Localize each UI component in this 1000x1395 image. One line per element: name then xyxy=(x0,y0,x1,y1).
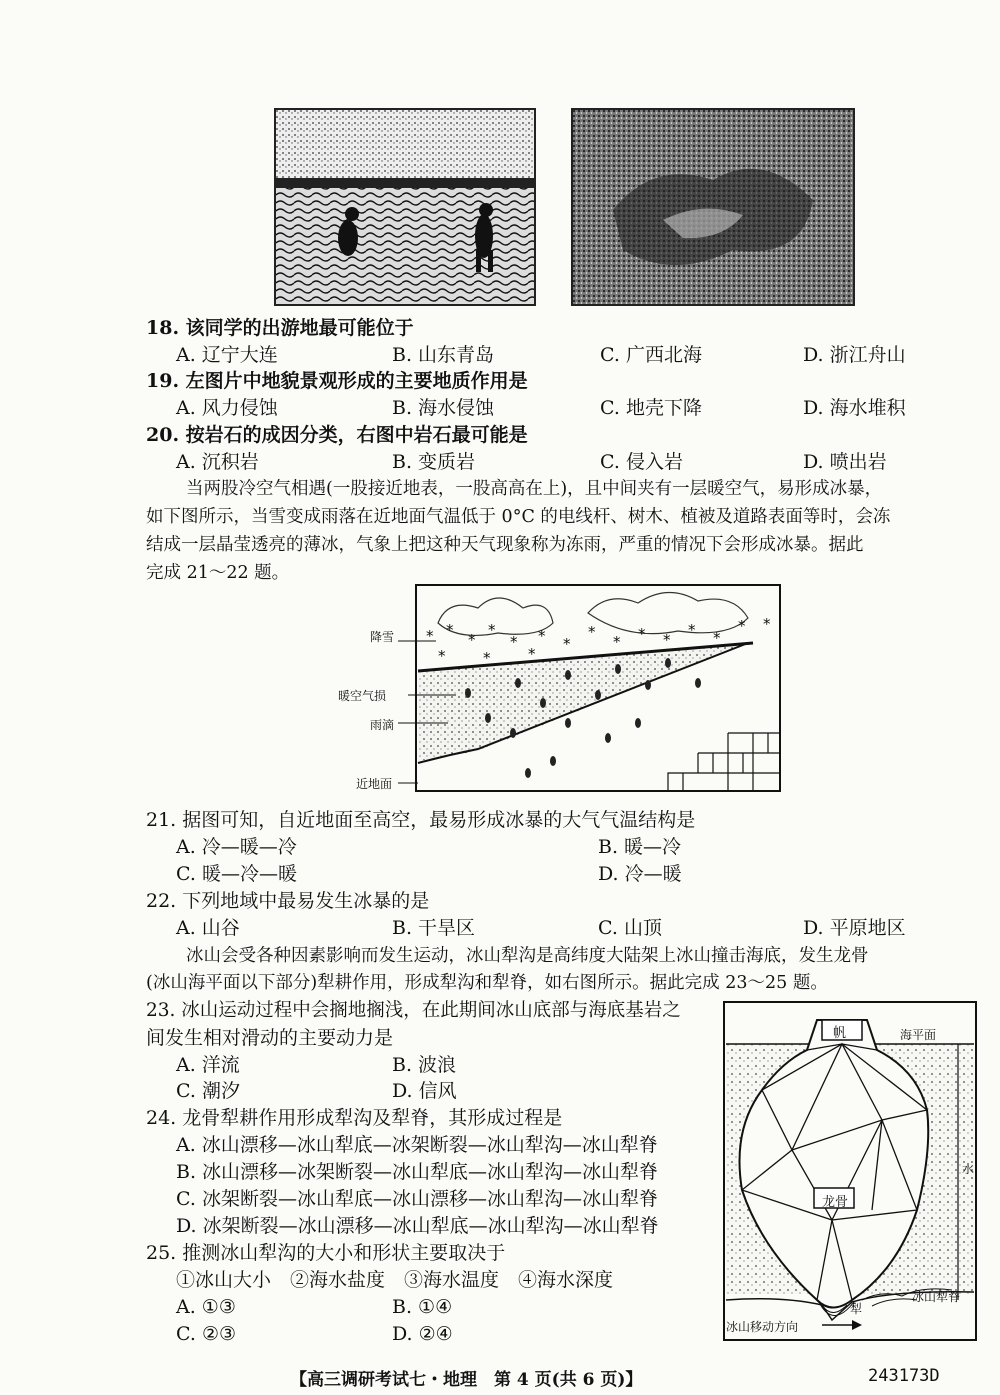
q24-option-b[interactable]: B. 冰山漂移—冰架断裂—冰山犁底—冰山犁沟—冰山犁脊 xyxy=(176,1161,659,1183)
q23-option-c[interactable]: C. 潮汐 xyxy=(176,1080,240,1102)
label-keel: 龙骨 xyxy=(822,1195,849,1210)
page-footer: 【高三调研考试七・地理 第 4 页(共 6 页)】 xyxy=(290,1370,643,1390)
label-near-ground: 近地面 xyxy=(356,777,393,791)
q25-option-b[interactable]: B. ①④ xyxy=(392,1296,453,1318)
q22-option-d[interactable]: D. 平原地区 xyxy=(803,917,906,939)
svg-text:*: * xyxy=(538,627,546,645)
q21-option-d[interactable]: D. 冷—暖 xyxy=(598,863,682,885)
rock-photo-drawing xyxy=(573,110,853,304)
rock-photo xyxy=(571,108,855,306)
label-snowfall: 降雪 xyxy=(370,630,395,644)
q19-option-c[interactable]: C. 地壳下降 xyxy=(600,397,702,419)
q25-factors: ①冰山大小 ②海水盐度 ③海水温度 ④海水深度 xyxy=(176,1269,614,1291)
q20-option-d[interactable]: D. 喷出岩 xyxy=(803,451,887,473)
q22-option-b[interactable]: B. 干旱区 xyxy=(392,917,476,939)
question-19-stem: 19. 左图片中地貌景观形成的主要地质作用是 xyxy=(146,370,528,392)
svg-text:*: * xyxy=(426,627,434,645)
q25-option-a[interactable]: A. ①③ xyxy=(176,1296,236,1318)
svg-text:*: * xyxy=(738,617,746,635)
q21-option-a[interactable]: A. 冷—暖—冷 xyxy=(176,836,297,858)
q20-option-a[interactable]: A. 沉积岩 xyxy=(176,451,259,473)
q20-option-b[interactable]: B. 变质岩 xyxy=(392,451,476,473)
q18-option-a[interactable]: A. 辽宁大连 xyxy=(176,344,278,366)
q23-option-a[interactable]: A. 洋流 xyxy=(176,1054,240,1076)
label-sail: 帆 xyxy=(833,1026,847,1041)
q21-option-c[interactable]: C. 暖—冷—暖 xyxy=(176,863,297,885)
q23-option-b[interactable]: B. 波浪 xyxy=(392,1054,457,1076)
q24-option-a[interactable]: A. 冰山漂移—冰山犁底—冰架断裂—冰山犁沟—冰山犁脊 xyxy=(176,1134,658,1156)
question-23-stem-line-1: 23. 冰山运动过程中会搁地搁浅，在此期间冰山底部与海底基岩之 xyxy=(146,1000,681,1021)
q21-option-b[interactable]: B. 暖—冷 xyxy=(598,836,682,858)
svg-text:*: * xyxy=(663,631,671,649)
passage-1-line-3: 结成一层晶莹透亮的薄冰，气象上把这种天气现象称为冻雨，严重的情况下会形成冰暴。据此 xyxy=(146,535,864,555)
passage-1-line-4: 完成 21～22 题。 xyxy=(146,563,290,583)
svg-text:*: * xyxy=(438,647,446,665)
svg-text:*: * xyxy=(638,625,646,643)
label-water: 水 xyxy=(962,1162,975,1176)
question-18-stem: 18. 该同学的出游地最可能位于 xyxy=(146,317,414,339)
ice-storm-diagram-drawing xyxy=(338,583,783,795)
q24-option-d[interactable]: D. 冰架断裂—冰山漂移—冰山犁底—冰山犁沟—冰山犁脊 xyxy=(176,1215,659,1237)
svg-text:*: * xyxy=(713,629,721,647)
q22-option-c[interactable]: C. 山顶 xyxy=(598,917,662,939)
passage-2-line-2: (冰山海平面以下部分)犁耕作用，形成犁沟和犁脊，如右图所示。据此完成 23～25 题。 xyxy=(146,973,828,993)
question-24-stem: 24. 龙骨犁耕作用形成犁沟及犁脊，其形成过程是 xyxy=(146,1107,563,1129)
q22-option-a[interactable]: A. 山谷 xyxy=(176,917,240,939)
q18-option-c[interactable]: C. 广西北海 xyxy=(600,344,702,366)
label-sea-level: 海平面 xyxy=(900,1028,937,1042)
svg-text:*: * xyxy=(510,633,518,651)
label-warm-air: 暖空气损 xyxy=(338,689,387,703)
question-20-stem: 20. 按岩石的成因分类，右图中岩石最可能是 xyxy=(146,424,528,446)
q19-option-b[interactable]: B. 海水侵蚀 xyxy=(392,397,495,419)
svg-text:*: * xyxy=(613,633,621,651)
svg-text:*: * xyxy=(488,621,496,639)
q24-option-c[interactable]: C. 冰架断裂—冰山犁底—冰山漂移—冰山犁沟—冰山犁脊 xyxy=(176,1188,658,1210)
ice-storm-diagram xyxy=(338,583,783,795)
svg-text:*: * xyxy=(763,615,771,633)
q23-option-d[interactable]: D. 信风 xyxy=(392,1080,457,1102)
question-23-stem-line-2: 间发生相对滑动的主要动力是 xyxy=(146,1027,394,1049)
svg-text:*: * xyxy=(483,649,491,667)
question-22-stem: 22. 下列地域中最易发生冰暴的是 xyxy=(146,890,430,912)
label-plough: 犁 xyxy=(850,1302,863,1316)
q18-option-b[interactable]: B. 山东青岛 xyxy=(392,344,495,366)
svg-text:*: * xyxy=(528,645,536,663)
beach-photo-drawing xyxy=(276,110,534,304)
question-21-stem: 21. 据图可知，自近地面至高空，最易形成冰暴的大气气温结构是 xyxy=(146,809,696,831)
svg-text:*: * xyxy=(588,623,596,641)
passage-2-line-1: 冰山会受各种因素影响而发生运动，冰山犁沟是高纬度大陆架上冰山撞击海底，发生龙骨 xyxy=(186,946,869,966)
passage-1-line-1: 当两股冷空气相遇(一股接近地表，一股高高在上)，且中间夹有一层暖空气，易形成冰暴， xyxy=(186,479,883,499)
q25-option-c[interactable]: C. ②③ xyxy=(176,1323,237,1345)
beach-photo xyxy=(274,108,536,306)
svg-text:*: * xyxy=(688,621,696,639)
q20-option-c[interactable]: C. 侵入岩 xyxy=(600,451,683,473)
paper-code: 243173D xyxy=(868,1366,940,1386)
svg-text:*: * xyxy=(468,631,476,649)
svg-text:*: * xyxy=(563,635,571,653)
label-plough-ridge: 冰山犁脊 xyxy=(912,1290,961,1304)
label-raindrop: 雨滴 xyxy=(370,718,395,732)
label-movement-direction: 冰山移动方向 xyxy=(726,1320,799,1334)
svg-text:*: * xyxy=(446,621,454,639)
q19-option-a[interactable]: A. 风力侵蚀 xyxy=(176,397,278,419)
q19-option-d[interactable]: D. 海水堆积 xyxy=(803,397,906,419)
q25-option-d[interactable]: D. ②④ xyxy=(392,1323,453,1345)
question-25-stem: 25. 推测冰山犁沟的大小和形状主要取决于 xyxy=(146,1242,506,1264)
iceberg-diagram xyxy=(722,1000,980,1344)
passage-1-line-2: 如下图所示，当雪变成雨落在近地面气温低于 0°C 的电线杆、树木、植被及道路表面等时，会冻 xyxy=(146,507,891,527)
q18-option-d[interactable]: D. 浙江舟山 xyxy=(803,344,906,366)
